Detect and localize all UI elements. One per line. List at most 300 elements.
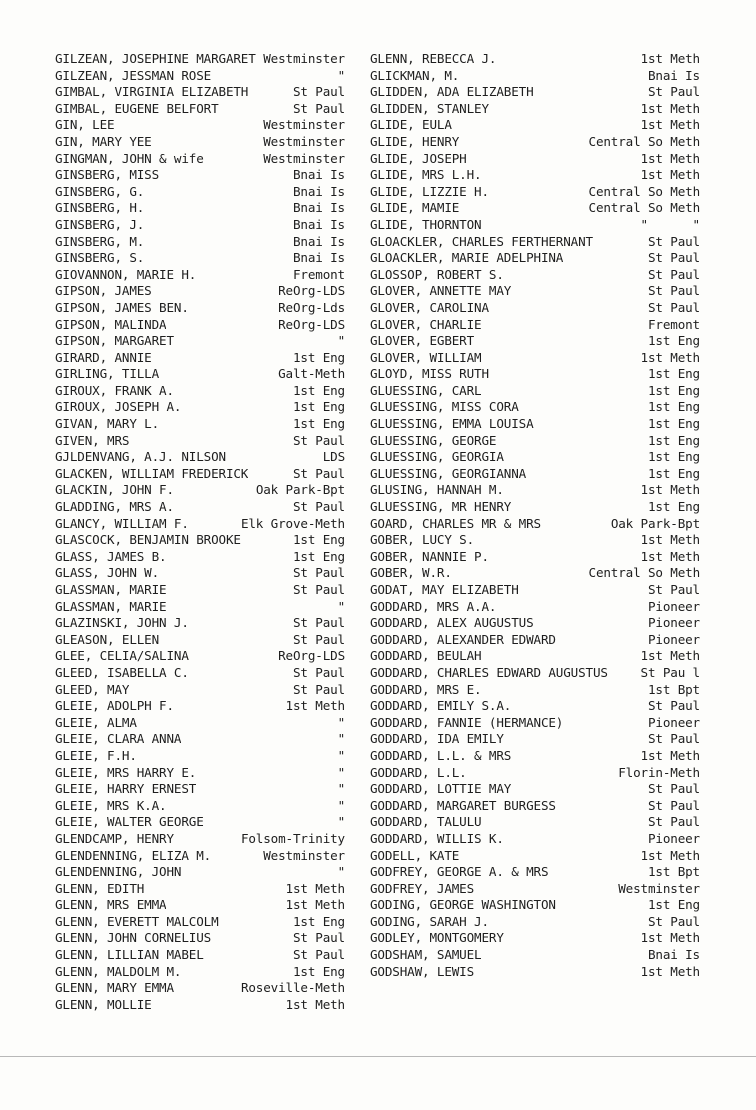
directory-entry — [370, 333, 700, 350]
directory-entry — [55, 482, 345, 499]
entry-church: 1st Eng — [647, 432, 700, 448]
entry-name: GODFREY, JAMES — [370, 880, 475, 896]
entry-name: GLADDING, MRS A. — [55, 499, 174, 515]
entry-name: GLASSMAN, MARIE — [55, 582, 167, 597]
directory-entry — [370, 765, 700, 782]
entry-church: Oak Park-Bpt — [255, 482, 345, 498]
directory-entry — [370, 731, 700, 748]
directory-entry — [370, 864, 700, 881]
entry-church: Pioneer — [647, 631, 700, 647]
entry-church: Bnai Is — [292, 250, 345, 266]
entry-church: 1st Eng — [292, 416, 345, 432]
entry-church: Bnai Is — [292, 233, 345, 249]
entry-church: St Paul — [292, 100, 345, 116]
entry-church: " — [337, 781, 345, 797]
directory-entry — [370, 748, 700, 765]
entry-church: " " — [640, 216, 700, 232]
directory-entry — [55, 748, 345, 765]
entry-name: GLEIE, WALTER GEORGE — [55, 814, 204, 830]
entry-name: GLEIE, MRS K.A. — [55, 797, 167, 813]
entry-church: 1st Eng — [647, 416, 700, 432]
directory-entry — [55, 947, 345, 964]
entry-name: GLENN, MALDOLM M. — [55, 963, 182, 979]
entry-church: " — [337, 731, 345, 747]
entry-name: GLEIE, ALMA — [55, 714, 137, 730]
directory-entry — [55, 366, 345, 383]
entry-church: " — [337, 764, 345, 780]
entry-church: " — [337, 864, 345, 880]
entry-church: 1st Meth — [285, 897, 345, 913]
entry-name: GLASS, JOHN W. — [55, 565, 160, 581]
entry-name: GODDARD, EMILY S.A. — [370, 698, 512, 714]
entry-church: " — [337, 598, 345, 614]
entry-church: Bnai Is — [647, 67, 700, 83]
directory-entry — [55, 715, 345, 732]
directory-entry — [55, 383, 345, 400]
entry-church: St Paul — [647, 582, 700, 597]
entry-name: GLUESSING, GEORGIA — [370, 449, 504, 465]
entry-church: St Paul — [292, 465, 345, 481]
entry-name: GODDARD, BEULAH — [370, 648, 482, 664]
entry-church: 1st Meth — [640, 100, 700, 116]
directory-entry — [55, 665, 345, 682]
entry-church: 1st Eng — [647, 333, 700, 349]
entry-church: " — [337, 333, 345, 349]
directory-entry — [370, 798, 700, 815]
directory-entry — [370, 814, 700, 831]
directory-entry — [55, 532, 345, 549]
directory-entry — [55, 781, 345, 798]
entry-name: GINSBERG, G. — [55, 183, 145, 199]
entry-church: St Paul — [647, 84, 700, 100]
entry-name: GIRARD, ANNIE — [55, 349, 152, 365]
entry-name: GLENN, MOLLIE — [55, 996, 152, 1012]
directory-entry — [55, 632, 345, 649]
directory-entry — [370, 217, 700, 234]
entry-name: GLASSMAN, MARIE — [55, 598, 167, 614]
directory-entry — [55, 167, 345, 184]
directory-entry — [370, 582, 700, 599]
directory-entry — [370, 599, 700, 616]
directory-entry — [370, 648, 700, 665]
entry-name: GIVEN, MRS — [55, 432, 130, 448]
entry-church: Bnai Is — [647, 947, 700, 963]
entry-church: 1st Eng — [647, 382, 700, 398]
entry-name: GLEIE, MRS HARRY E. — [55, 764, 197, 780]
entry-name: GODDARD, WILLIS K. — [370, 830, 504, 846]
entry-name: GIMBAL, VIRGINIA ELIZABETH — [55, 84, 249, 100]
entry-church: 1st Eng — [647, 465, 700, 481]
entry-name: GLEIE, CLARA ANNA — [55, 731, 182, 747]
directory-entry — [55, 814, 345, 831]
entry-church: Westminster — [263, 51, 345, 66]
entry-church: St Paul — [292, 499, 345, 515]
entry-name: GODAT, MAY ELIZABETH — [370, 582, 519, 597]
directory-entry — [370, 416, 700, 433]
entry-name: GODLEY, MONTGOMERY — [370, 930, 504, 946]
entry-name: GLOVER, CAROLINA — [370, 299, 489, 315]
entry-church: 1st Eng — [292, 382, 345, 398]
entry-name: GODDARD, MRS A.A. — [370, 598, 497, 614]
entry-church: 1st Meth — [640, 482, 700, 498]
entry-church: 1st Eng — [647, 897, 700, 913]
entry-church: St Paul — [647, 814, 700, 830]
entry-name: GODDARD, FANNIE (HERMANCE) — [370, 714, 564, 730]
entry-church: " — [337, 67, 345, 83]
directory-entry — [55, 234, 345, 251]
entry-church: 1st Meth — [640, 117, 700, 133]
entry-name: GINGMAN, JOHN & wife — [55, 150, 204, 166]
directory-entry — [370, 964, 700, 981]
entry-name: GLENN, LILLIAN MABEL — [55, 947, 204, 963]
directory-entry — [55, 217, 345, 234]
directory-entry — [55, 565, 345, 582]
entry-church: 1st Meth — [640, 150, 700, 166]
entry-church: LDS — [322, 449, 345, 465]
entry-name: GLEIE, ADOLPH F. — [55, 698, 174, 714]
directory-entry — [55, 101, 345, 118]
entry-name: GLIDE, JOSEPH — [370, 150, 467, 166]
entry-name: GODDARD, L.L. — [370, 764, 467, 780]
entry-name: GLACKIN, JOHN F. — [55, 482, 174, 498]
entry-church: 1st Eng — [292, 548, 345, 564]
entry-church: Westminster — [263, 117, 345, 133]
entry-name: GIPSON, JAMES — [55, 283, 152, 299]
entry-name: GODING, GEORGE WASHINGTON — [370, 897, 556, 913]
directory-entry — [370, 781, 700, 798]
entry-church: Central So Meth — [588, 133, 700, 149]
directory-entry — [55, 682, 345, 699]
directory-entry — [370, 947, 700, 964]
directory-entry — [370, 632, 700, 649]
directory-entry — [370, 234, 700, 251]
entry-church: Central So Meth — [588, 565, 700, 581]
entry-church: Fremont — [647, 316, 700, 332]
entry-name: GLUESSING, MISS CORA — [370, 399, 519, 415]
entry-name: GIROUX, JOSEPH A. — [55, 399, 182, 415]
entry-church: 1st Meth — [640, 747, 700, 763]
entry-name: GODDARD, TALULU — [370, 814, 482, 830]
directory-entry — [370, 117, 700, 134]
directory-entry — [55, 117, 345, 134]
directory-entry — [370, 350, 700, 367]
entry-church: Pioneer — [647, 830, 700, 846]
entry-name: GILZEAN, JOSEPHINE MARGARET — [55, 51, 256, 66]
entry-name: GLUESSING, CARL — [370, 382, 482, 398]
directory-entry — [370, 200, 700, 217]
directory-entry — [55, 151, 345, 168]
entry-name: GLENDENNING, ELIZA M. — [55, 847, 212, 863]
entry-name: GODSHAW, LEWIS — [370, 963, 475, 979]
directory-entry — [55, 599, 345, 616]
entry-church: St Paul — [647, 698, 700, 714]
entry-name: GOBER, NANNIE P. — [370, 548, 489, 564]
entry-church: Westminster — [263, 133, 345, 149]
entry-name: GIPSON, JAMES BEN. — [55, 299, 189, 315]
entry-church: Bnai Is — [292, 216, 345, 232]
entry-church: 1st Meth — [640, 930, 700, 946]
directory-entry — [55, 200, 345, 217]
entry-name: GLACKEN, WILLIAM FREDERICK — [55, 465, 249, 481]
entry-name: GINSBERG, MISS — [55, 167, 160, 183]
entry-name: GODING, SARAH J. — [370, 913, 489, 929]
directory-entry — [55, 765, 345, 782]
left-column — [55, 51, 345, 1013]
directory-entry — [370, 51, 700, 68]
directory-entry — [55, 914, 345, 931]
entry-name: GLENN, MARY EMMA — [55, 980, 174, 996]
entry-church: St Paul — [647, 913, 700, 929]
entry-name: GLOSSOP, ROBERT S. — [370, 266, 504, 282]
entry-church: 1st Meth — [285, 698, 345, 714]
entry-church: 1st Eng — [292, 963, 345, 979]
entry-name: GLENN, MRS EMMA — [55, 897, 167, 913]
directory-entry — [55, 731, 345, 748]
entry-name: GLENN, JOHN CORNELIUS — [55, 930, 212, 946]
directory-entry — [55, 615, 345, 632]
entry-church: 1st Meth — [640, 532, 700, 548]
entry-name: GLOVER, EGBERT — [370, 333, 475, 349]
entry-name: GIPSON, MALINDA — [55, 316, 167, 332]
directory-entry — [55, 433, 345, 450]
entry-church: 1st Meth — [640, 51, 700, 66]
entry-church: St Paul — [292, 582, 345, 597]
entry-church: Roseville-Meth — [240, 980, 345, 996]
entry-name: GLUSING, HANNAH M. — [370, 482, 504, 498]
entry-name: GIROUX, FRANK A. — [55, 382, 174, 398]
directory-entry — [55, 831, 345, 848]
entry-church: 1st Bpt — [647, 681, 700, 697]
entry-church: ReOrg-Lds — [278, 299, 345, 315]
entry-church: Bnai Is — [292, 167, 345, 183]
entry-church: St Paul — [647, 283, 700, 299]
entry-church: 1st Meth — [640, 963, 700, 979]
directory-entry — [55, 333, 345, 350]
directory-entry — [370, 68, 700, 85]
entry-name: GLIDE, EULA — [370, 117, 452, 133]
directory-entry — [55, 134, 345, 151]
entry-name: GODSHAM, SAMUEL — [370, 947, 482, 963]
directory-entry — [370, 930, 700, 947]
entry-name: GLEED, MAY — [55, 681, 130, 697]
directory-entry — [55, 798, 345, 815]
entry-church: 1st Eng — [647, 366, 700, 382]
directory-entry — [55, 267, 345, 284]
entry-name: GLIDE, HENRY — [370, 133, 460, 149]
entry-name: GIOVANNON, MARIE H. — [55, 266, 197, 282]
entry-church: St Paul — [292, 930, 345, 946]
entry-church: Central So Meth — [588, 183, 700, 199]
entry-church: " — [337, 714, 345, 730]
directory-entry — [55, 881, 345, 898]
entry-name: GJLDENVANG, A.J. NILSON — [55, 449, 226, 465]
directory-entry — [370, 250, 700, 267]
entry-church: Pioneer — [647, 714, 700, 730]
entry-church: Oak Park-Bpt — [610, 515, 700, 531]
entry-name: GLOVER, CHARLIE — [370, 316, 482, 332]
directory-entry — [55, 300, 345, 317]
entry-church: ReOrg-LDS — [278, 648, 345, 664]
directory-entry — [55, 399, 345, 416]
directory-entry — [55, 698, 345, 715]
entry-name: GLUESSING, GEORGIANNA — [370, 465, 527, 481]
entry-church: St Paul — [647, 781, 700, 797]
directory-entry — [370, 433, 700, 450]
entry-church: Westminster — [263, 847, 345, 863]
entry-name: GODDARD, CHARLES EDWARD AUGUSTUS — [370, 664, 608, 680]
directory-entry — [55, 648, 345, 665]
entry-church: 1st Meth — [640, 847, 700, 863]
directory-entry — [55, 84, 345, 101]
entry-church: Galt-Meth — [278, 366, 345, 382]
directory-entry — [370, 134, 700, 151]
entry-church: St Paul — [292, 631, 345, 647]
entry-church: " — [337, 814, 345, 830]
directory-entry — [370, 914, 700, 931]
entry-name: GLENDCAMP, HENRY — [55, 830, 174, 846]
entry-church: Bnai Is — [292, 183, 345, 199]
entry-name: GODDARD, ALEXANDER EDWARD — [370, 631, 556, 647]
entry-name: GLUESSING, MR HENRY — [370, 499, 512, 515]
entry-name: GLASCOCK, BENJAMIN BROOKE — [55, 532, 241, 548]
entry-name: GLIDDEN, STANLEY — [370, 100, 489, 116]
directory-entry — [370, 665, 700, 682]
entry-church: Central So Meth — [588, 200, 700, 216]
directory-entry — [370, 317, 700, 334]
entry-church: 1st Meth — [640, 349, 700, 365]
entry-church: " — [337, 747, 345, 763]
entry-church: St Pau l — [640, 664, 700, 680]
entry-name: GODDARD, IDA EMILY — [370, 731, 504, 747]
entry-church: Pioneer — [647, 598, 700, 614]
directory-entry — [370, 615, 700, 632]
entry-church: St Paul — [292, 681, 345, 697]
entry-church: 1st Meth — [640, 548, 700, 564]
entry-name: GIN, MARY YEE — [55, 133, 152, 149]
entry-church: St Paul — [292, 664, 345, 680]
directory-entry — [370, 499, 700, 516]
directory-entry — [370, 831, 700, 848]
entry-church: Elk Grove-Meth — [240, 515, 345, 531]
entry-church: Westminster — [618, 880, 700, 896]
entry-church: St Paul — [647, 250, 700, 266]
entry-name: GLASS, JAMES B. — [55, 548, 167, 564]
entry-church: Florin-Meth — [618, 764, 700, 780]
entry-name: GLOVER, ANNETTE MAY — [370, 283, 512, 299]
directory-entry — [55, 864, 345, 881]
entry-church: 1st Bpt — [647, 864, 700, 880]
directory-entry — [370, 482, 700, 499]
entry-name: GINSBERG, M. — [55, 233, 145, 249]
directory-entry — [55, 582, 345, 599]
entry-name: GIVAN, MARY L. — [55, 416, 160, 432]
directory-entry — [55, 897, 345, 914]
entry-name: GINSBERG, J. — [55, 216, 145, 232]
entry-church: 1st Meth — [640, 167, 700, 183]
entry-church: Westminster — [263, 150, 345, 166]
entry-church: St Paul — [647, 731, 700, 747]
entry-church: 1st Eng — [647, 499, 700, 515]
directory-entry — [55, 250, 345, 267]
entry-church: 1st Eng — [647, 449, 700, 465]
entry-name: GODFREY, GEORGE A. & MRS — [370, 864, 549, 880]
entry-church: St Paul — [292, 565, 345, 581]
entry-church: 1st Meth — [285, 996, 345, 1012]
entry-church: St Paul — [292, 615, 345, 631]
entry-name: GLEASON, ELLEN — [55, 631, 160, 647]
entry-name: GLENN, EVERETT MALCOLM — [55, 913, 219, 929]
directory-entry — [370, 532, 700, 549]
directory-entry — [55, 416, 345, 433]
directory-entry — [370, 101, 700, 118]
entry-name: GLIDE, MRS L.H. — [370, 167, 482, 183]
entry-church: 1st Meth — [640, 648, 700, 664]
entry-church: 1st Eng — [647, 399, 700, 415]
entry-name: GLAZINSKI, JOHN J. — [55, 615, 189, 631]
entry-name: GLIDE, THORNTON — [370, 216, 482, 232]
directory-entry — [370, 449, 700, 466]
entry-name: GODDARD, ALEX AUGUSTUS — [370, 615, 534, 631]
entry-name: GLUESSING, EMMA LOUISA — [370, 416, 534, 432]
directory-entry — [55, 283, 345, 300]
entry-name: GLEIE, HARRY ERNEST — [55, 781, 197, 797]
directory-entry — [370, 267, 700, 284]
entry-church: " — [337, 797, 345, 813]
entry-name: GIRLING, TILLA — [55, 366, 160, 382]
right-column — [370, 51, 700, 980]
entry-church: 1st Meth — [285, 880, 345, 896]
entry-church: 1st Eng — [292, 399, 345, 415]
entry-name: GOBER, LUCY S. — [370, 532, 475, 548]
directory-entry — [55, 516, 345, 533]
directory-entry — [55, 350, 345, 367]
entry-name: GLENN, REBECCA J. — [370, 51, 497, 66]
entry-church: St Paul — [647, 299, 700, 315]
entry-name: GOBER, W.R. — [370, 565, 452, 581]
entry-name: GODDARD, MRS E. — [370, 681, 482, 697]
entry-name: GINSBERG, S. — [55, 250, 145, 266]
directory-entry — [370, 383, 700, 400]
entry-name: GLEE, CELIA/SALINA — [55, 648, 189, 664]
entry-name: GODDARD, L.L. & MRS — [370, 747, 512, 763]
entry-name: GLOYD, MISS RUTH — [370, 366, 489, 382]
directory-entry — [55, 930, 345, 947]
directory-entry — [55, 51, 345, 68]
directory-entry — [55, 499, 345, 516]
entry-church: Folsom-Trinity — [240, 830, 345, 846]
directory-entry — [55, 317, 345, 334]
entry-church: Bnai Is — [292, 200, 345, 216]
directory-entry — [55, 549, 345, 566]
directory-entry — [370, 715, 700, 732]
directory-entry — [370, 167, 700, 184]
entry-church: Fremont — [292, 266, 345, 282]
entry-name: GINSBERG, H. — [55, 200, 145, 216]
entry-name: GLIDDEN, ADA ELIZABETH — [370, 84, 534, 100]
entry-name: GODELL, KATE — [370, 847, 460, 863]
entry-name: GODDARD, LOTTIE MAY — [370, 781, 512, 797]
directory-entry — [370, 565, 700, 582]
directory-entry — [55, 997, 345, 1014]
directory-entry — [370, 283, 700, 300]
directory-entry — [370, 151, 700, 168]
entry-name: GLOVER, WILLIAM — [370, 349, 482, 365]
directory-entry — [370, 682, 700, 699]
entry-name: GIPSON, MARGARET — [55, 333, 174, 349]
entry-church: St Paul — [292, 947, 345, 963]
directory-entry — [370, 698, 700, 715]
directory-entry — [55, 964, 345, 981]
